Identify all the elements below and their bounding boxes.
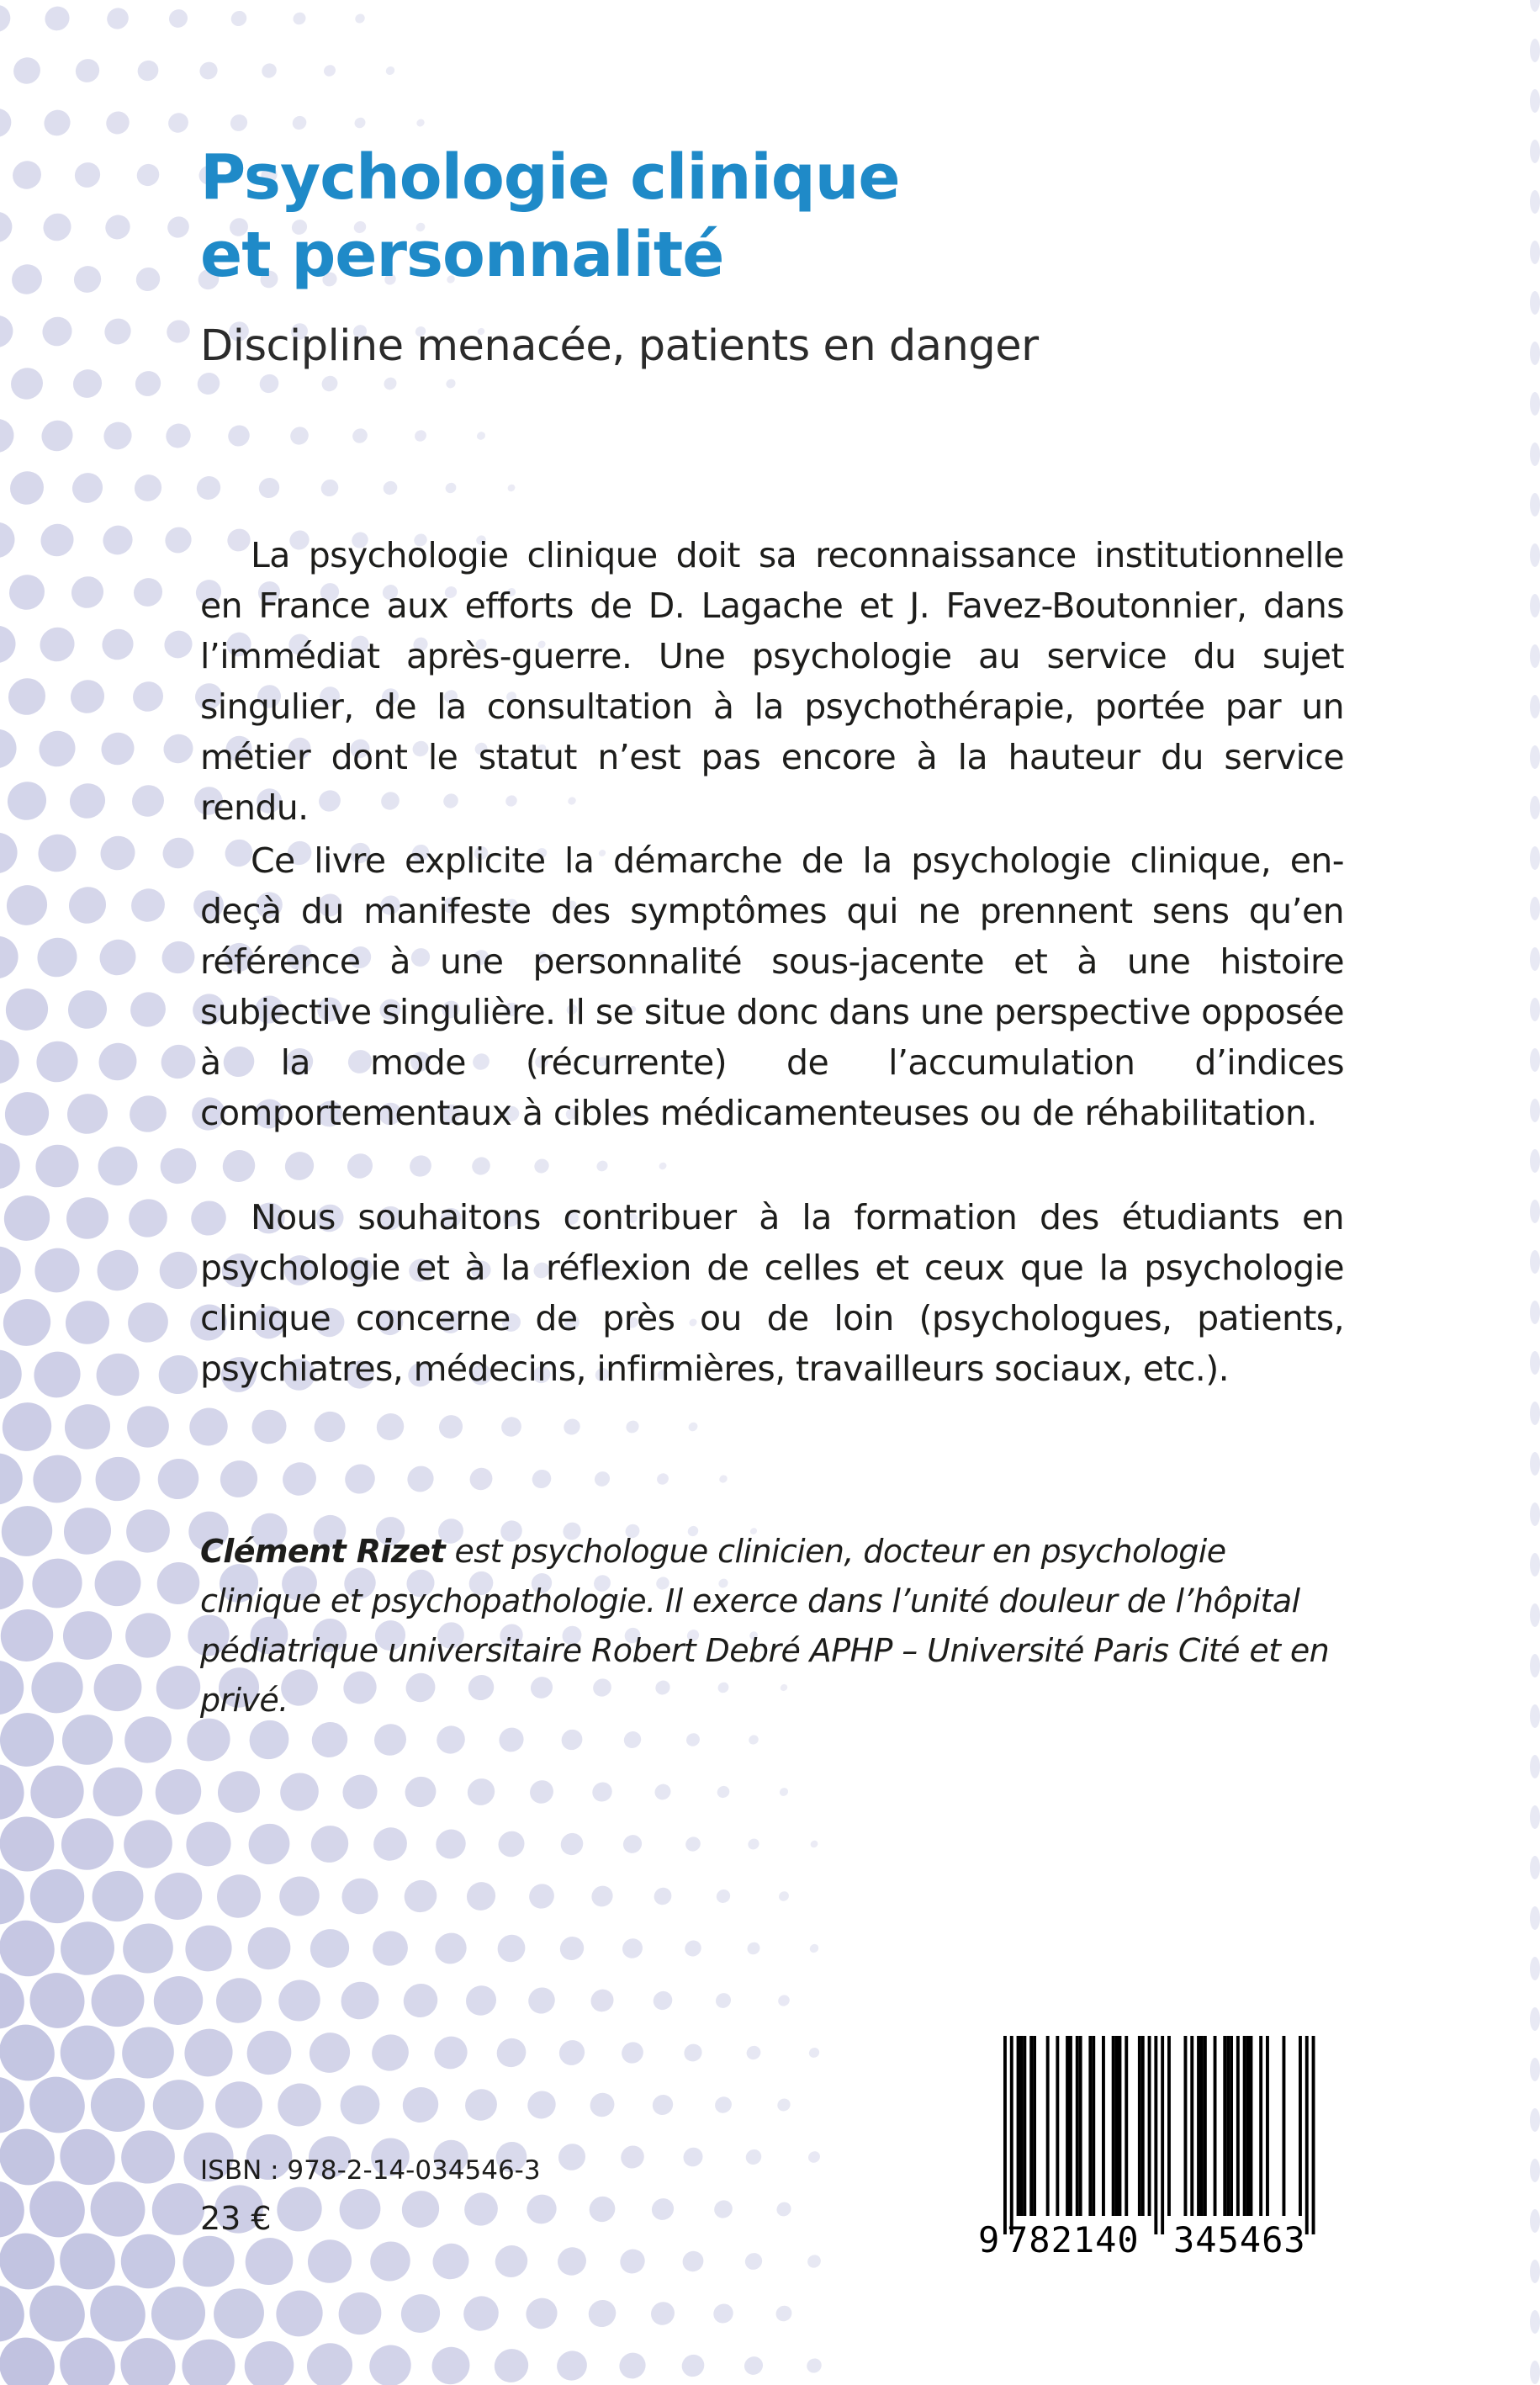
- barcode-bar: [1197, 2036, 1200, 2216]
- barcode-bar: [1259, 2036, 1262, 2216]
- barcode-bar: [1076, 2036, 1079, 2216]
- barcode: [978, 2036, 1345, 2261]
- barcode-bar: [1020, 2036, 1024, 2216]
- barcode-bar: [1112, 2036, 1115, 2216]
- barcode-bar: [1226, 2036, 1230, 2216]
- barcode-group-2: 345463: [1173, 2219, 1306, 2260]
- barcode-bar: [1204, 2036, 1207, 2216]
- barcode-bar: [1079, 2036, 1082, 2216]
- barcode-bar: [1266, 2036, 1269, 2216]
- barcode-bar: [1046, 2036, 1050, 2216]
- barcode-bar: [1010, 2036, 1013, 2234]
- barcode-bar: [1119, 2036, 1122, 2216]
- barcode-bar: [1312, 2036, 1315, 2234]
- barcode-bar: [1125, 2036, 1128, 2216]
- barcode-lead-digit: 9: [978, 2219, 1001, 2260]
- barcode-bar: [1056, 2036, 1059, 2216]
- isbn-label: ISBN : 978-2-14-034546-3: [200, 2155, 541, 2186]
- barcode-bar: [1069, 2036, 1072, 2216]
- barcode-bar: [1184, 2036, 1188, 2216]
- barcode-bar: [1154, 2036, 1157, 2234]
- barcode-bar: [1243, 2036, 1246, 2216]
- barcode-bar: [1141, 2036, 1145, 2216]
- barcode-bar: [1148, 2036, 1151, 2216]
- barcode-bar: [1305, 2036, 1309, 2234]
- barcode-bar: [1092, 2036, 1095, 2216]
- author-name: Clément Rizet: [200, 1533, 446, 1570]
- barcode-bar: [1017, 2036, 1020, 2216]
- barcode-bar: [1283, 2036, 1286, 2216]
- barcode-bar: [1066, 2036, 1069, 2216]
- blurb-paragraph-3: Nous souhaitons contribuer à la formation des étudiants en psychologie et à la réflexion de celles et ceux que la psychologie clinique concerne de près ou de loin (psychologues, patients, psychiatres, médecins, infirmières, travailleurs sociaux, etc.).: [200, 1197, 1344, 1389]
- author-bio-text: est psychologue clinicien, docteur en psychologie clinique et psychopathologie. Il exerce dans l’unité douleur de l’hôpital pédiatrique universitaire Robert Debré APHP – Université Paris Cité et en privé.: [200, 1533, 1330, 1719]
- price-label: 23 €: [200, 2200, 272, 2237]
- barcode-bar: [1033, 2036, 1036, 2216]
- barcode-bar: [1167, 2036, 1171, 2216]
- barcode-bar: [1223, 2036, 1226, 2216]
- barcode-bar: [1230, 2036, 1233, 2216]
- author-bio: [200, 1527, 1344, 1725]
- barcode-bar: [1214, 2036, 1217, 2216]
- book-title-line-2: et personnalité: [200, 219, 724, 291]
- barcode-bar: [1088, 2036, 1092, 2216]
- book-title: [200, 139, 1294, 294]
- barcode-bar: [1246, 2036, 1250, 2216]
- barcode-bar: [1250, 2036, 1253, 2216]
- barcode-bar: [1299, 2036, 1302, 2216]
- barcode-bar: [1190, 2036, 1193, 2216]
- blurb-paragraph-2: Ce livre explicite la démarche de la psychologie clinique, en-deçà du manifeste des symptômes qui ne prennent sens qu’en référence à une personnalité sous-jacente et à une histoire subjective singulière. Il se situe donc dans une perspective opposée à la mode (récurrente) de l’accumulation d’indices comportementaux à cibles médicamenteuses ou de réhabilitation.: [200, 840, 1344, 1133]
- barcode-bar: [1029, 2036, 1033, 2216]
- barcode-bar: [1003, 2036, 1007, 2234]
- book-subtitle: Discipline menacée, patients en danger: [200, 321, 1039, 371]
- barcode-bar: [1236, 2036, 1240, 2216]
- barcode-bar: [1102, 2036, 1105, 2216]
- barcode-group-1: 782140: [1007, 2219, 1140, 2260]
- barcode-bar: [1161, 2036, 1164, 2234]
- book-title-line-1: Psychologie clinique: [200, 141, 900, 214]
- barcode-bar: [1115, 2036, 1119, 2216]
- barcode-bar: [1200, 2036, 1204, 2216]
- blurb-paragraph-1: La psychologie clinique doit sa reconnaissance institutionnelle en France aux efforts de D. Lagache et J. Favez-Boutonnier, dans l’immédiat après-guerre. Une psychologie au service du sujet singulier, de la consultation à la psychothérapie, portée par un métier dont le statut n’est pas encore à la hauteur du service rendu.: [200, 535, 1344, 828]
- barcode-bar: [1138, 2036, 1141, 2216]
- barcode-bar: [1023, 2036, 1026, 2216]
